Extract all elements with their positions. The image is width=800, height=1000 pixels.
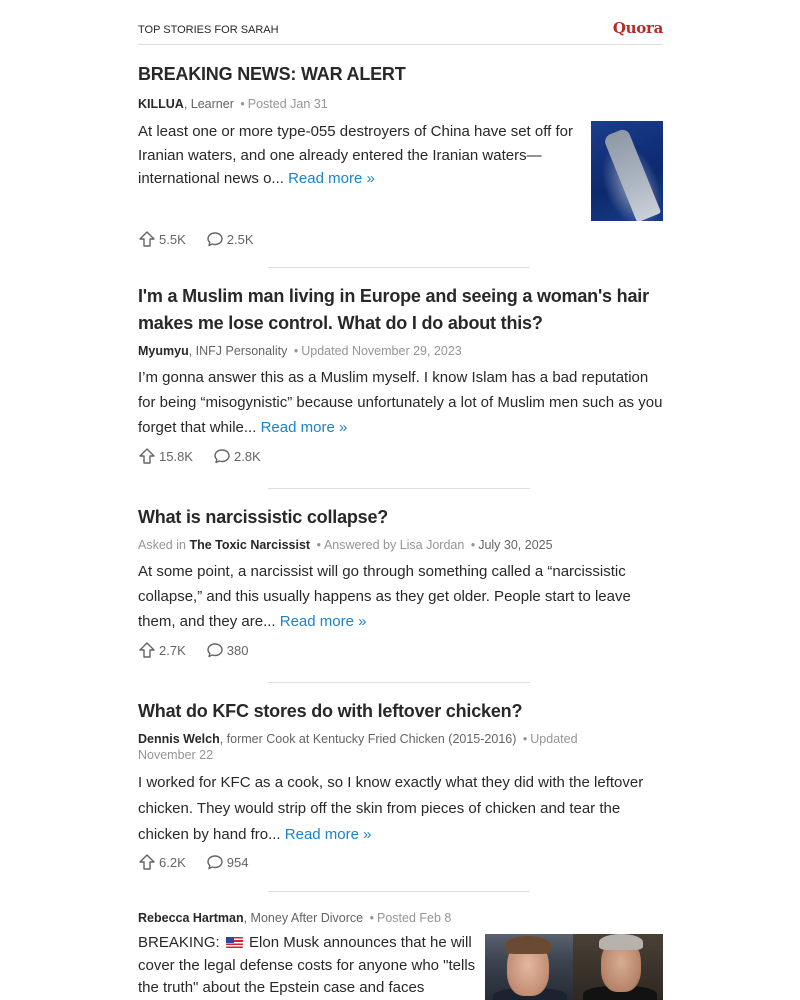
story-meta (138, 731, 618, 763)
upvote-arrow-icon (138, 447, 156, 465)
story-actions (138, 852, 663, 872)
portrait-hair (505, 936, 551, 954)
read-more-link[interactable]: Read more » (279, 613, 367, 630)
digest-header (138, 0, 663, 45)
story-meta (138, 537, 663, 553)
portrait-left (485, 934, 573, 1000)
story-title[interactable]: BREAKING NEWS: WAR ALERT (138, 64, 406, 84)
author-credential: , Learner (183, 97, 234, 111)
upvote-arrow-icon (138, 230, 156, 248)
comment-count: 2.5K (226, 231, 254, 247)
meta-separator: • (369, 911, 374, 925)
story-excerpt (138, 559, 663, 634)
author-name[interactable]: Myumyu (138, 344, 189, 358)
story-title[interactable]: What do KFC stores do with leftover chicken? (138, 701, 523, 721)
story-title[interactable]: I'm a Muslim man living in Europe and seeing a woman's hair makes me lose control. What do I do about this? (138, 286, 649, 333)
post-date: Posted Jan 31 (247, 97, 328, 111)
comment-count: 954 (226, 854, 249, 870)
meta-separator: • (522, 732, 528, 746)
comment-button[interactable] (206, 641, 249, 659)
author-name[interactable]: KILLUA (138, 97, 184, 111)
asked-in-label: Asked in (138, 538, 186, 552)
comment-bubble-icon (213, 447, 231, 465)
post-date: Posted Feb 8 (376, 911, 452, 925)
author-name[interactable]: Dennis Welch (138, 732, 220, 746)
portrait-right (573, 934, 663, 1000)
author-credential: , Money After Divorce (243, 911, 364, 925)
comment-count: 2.8K (233, 448, 261, 464)
story-meta (138, 343, 663, 359)
digest-title: TOP STORIES FOR SARAH (138, 24, 279, 36)
meta-separator: • (316, 538, 321, 552)
author-name[interactable]: Rebecca Hartman (138, 911, 244, 925)
warship-thumbnail[interactable] (591, 121, 663, 221)
story-card (138, 504, 663, 660)
story-actions (138, 229, 274, 249)
story-divider (268, 267, 530, 268)
story-meta (138, 910, 663, 926)
author-credential: , INFJ Personality (188, 344, 288, 358)
comment-bubble-icon (206, 853, 224, 871)
story-card (138, 283, 663, 466)
quora-logo[interactable]: Quora (612, 19, 663, 37)
answered-by[interactable]: Answered by Lisa Jordan (323, 538, 465, 552)
read-more-link[interactable]: Read more » (260, 419, 348, 436)
read-more-link[interactable]: Read more » (288, 170, 375, 187)
story-card (138, 61, 663, 247)
comment-button[interactable] (213, 447, 261, 465)
upvote-button[interactable] (138, 447, 193, 465)
story-excerpt (138, 932, 483, 1000)
us-flag-icon (226, 937, 243, 948)
story-divider (268, 682, 530, 683)
upvote-arrow-icon (138, 641, 156, 659)
upvote-count: 5.5K (159, 231, 186, 247)
upvote-button[interactable] (138, 853, 186, 871)
comment-button[interactable] (206, 230, 254, 248)
story-actions (138, 640, 663, 660)
upvote-count: 15.8K (159, 448, 193, 464)
read-more-link[interactable]: Read more » (284, 826, 372, 843)
story-divider (268, 488, 530, 489)
post-date: July 30, 2025 (478, 538, 553, 552)
story-divider (268, 891, 530, 892)
post-date: Updated November 22 (138, 732, 578, 762)
excerpt-text: At least one or more type-055 destroyers of China have set off for Iranian waters, and one already entered the Iranian waters—international news o... (138, 123, 573, 187)
two-portraits-thumbnail[interactable] (485, 934, 663, 1000)
story-title[interactable]: What is narcissistic collapse? (138, 507, 389, 527)
comment-bubble-icon (206, 230, 224, 248)
post-date: Updated November 29, 2023 (301, 344, 462, 358)
comment-count: 380 (226, 642, 249, 658)
upvote-count: 2.7K (159, 642, 186, 658)
excerpt-text: I worked for KFC as a cook, so I know exactly what they did with the leftover chicken. They would strip off the skin from pieces of chicken and tear the chicken by hand fro... (138, 774, 644, 843)
upvote-button[interactable] (138, 641, 186, 659)
comment-button[interactable] (206, 853, 249, 871)
meta-separator: • (293, 344, 299, 358)
upvote-button[interactable] (138, 230, 186, 248)
digest-email (138, 0, 663, 996)
story-excerpt (138, 770, 663, 848)
story-card (138, 698, 663, 872)
author-credential: , former Cook at Kentucky Fried Chicken (2015-2016) (219, 732, 517, 746)
story-card (138, 910, 663, 996)
story-excerpt (138, 120, 583, 191)
upvote-arrow-icon (138, 853, 156, 871)
space-name[interactable]: The Toxic Narcissist (189, 538, 311, 552)
story-excerpt (138, 365, 663, 440)
meta-separator: • (470, 538, 476, 552)
comment-bubble-icon (206, 641, 224, 659)
meta-separator: • (240, 97, 245, 111)
upvote-count: 6.2K (159, 854, 186, 870)
story-actions (138, 446, 663, 466)
portrait-hair (599, 934, 643, 950)
excerpt-text: At some point, a narcissist will go through something called a “narcissistic collapse,” and this usually happens as they get older. People start to leave them, and they are... (138, 563, 631, 630)
excerpt-text: Elon Musk announces that he will cover the legal defense costs for anyone who "tells the truth" about the Epstein case and faces (138, 934, 476, 996)
excerpt-prefix: BREAKING: (138, 934, 220, 951)
story-meta (138, 96, 663, 112)
excerpt-text: I’m gonna answer this as a Muslim myself. I know Islam has a bad reputation for being “misogynistic” because unfortunately a lot of Muslim men such as you forget that while... (138, 369, 663, 436)
